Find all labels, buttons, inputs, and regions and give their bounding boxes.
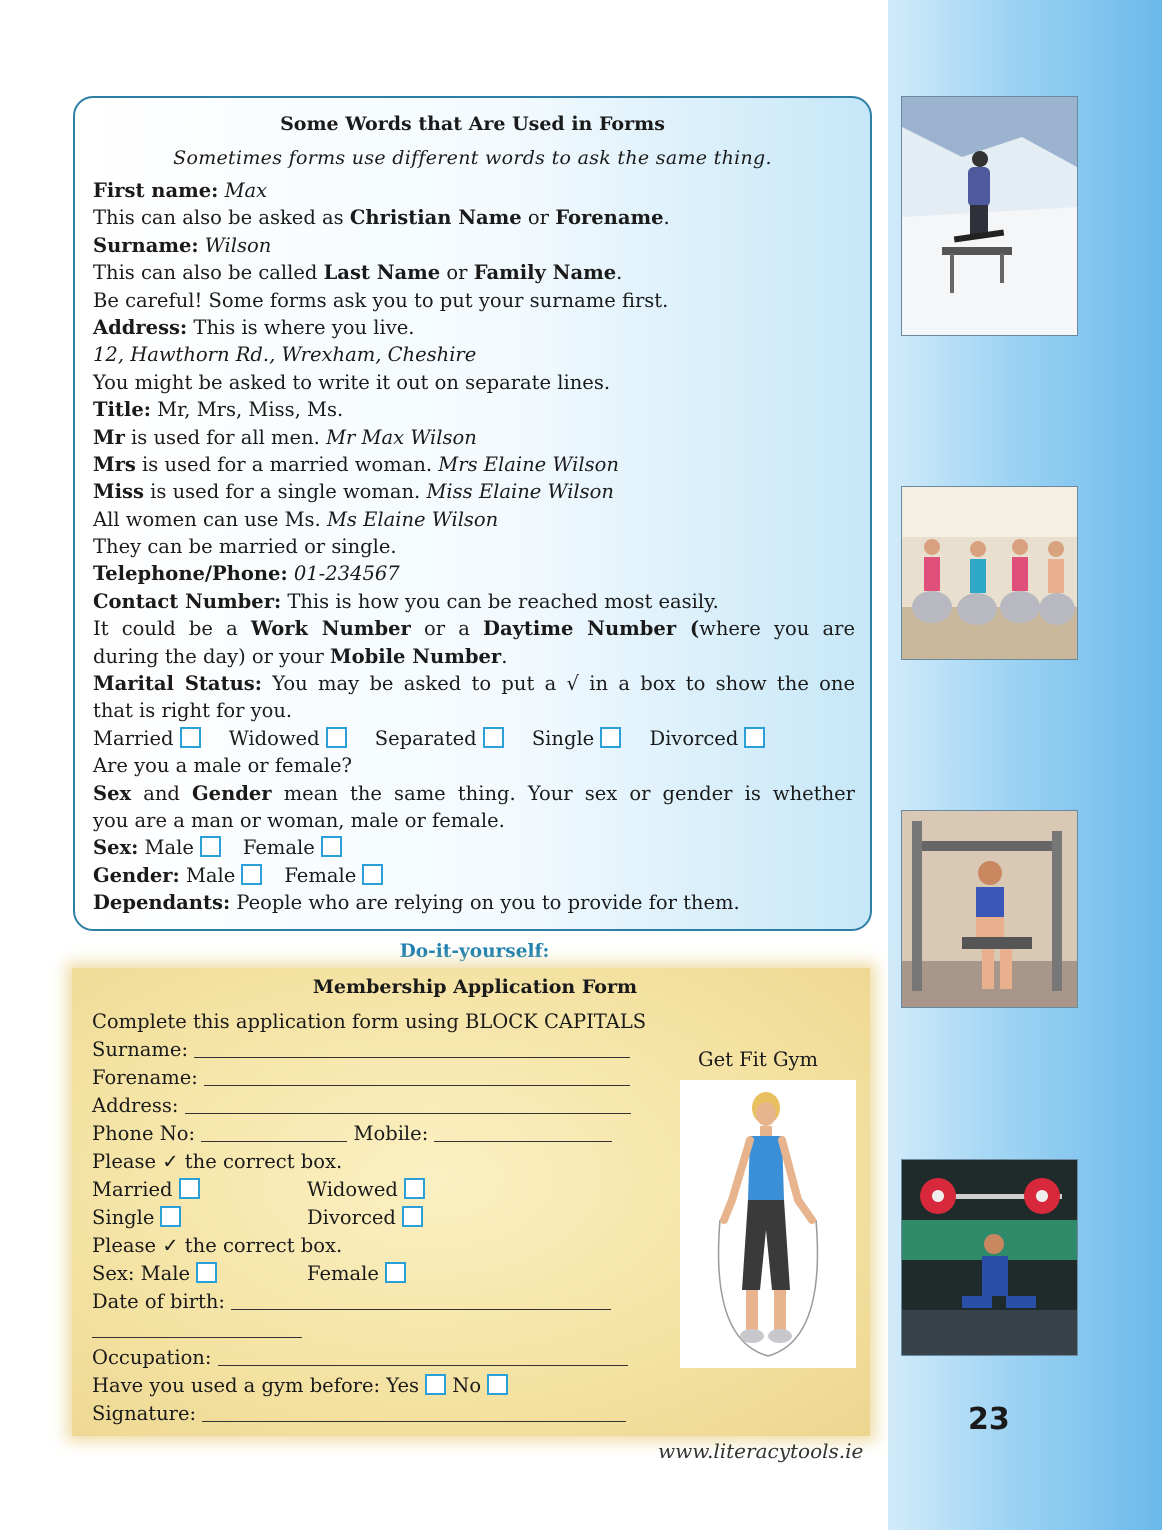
sex-line: Sex: Male Female <box>93 834 855 861</box>
surname-row: Surname: <box>92 1036 652 1064</box>
marital-options <box>93 725 855 752</box>
dependants-line: Dependants: People who are relying on you to provide for them. <box>93 891 740 915</box>
website-url[interactable]: www.literacytools.ie <box>658 1439 864 1463</box>
sex-gender-note: you are a man or woman, male or female. <box>93 808 505 832</box>
form-single-checkbox[interactable] <box>160 1206 181 1227</box>
sex-female-checkbox[interactable] <box>321 836 342 857</box>
membership-form-paper <box>72 968 870 1436</box>
mr-line: Mr is used for all men. Mr Max Wilson <box>93 425 477 449</box>
form-instruction: Complete this application form using BLOCK CAPITALS <box>92 1010 647 1033</box>
please-tick-1: Please ✓ the correct box. <box>92 1150 343 1173</box>
contact-note-2: during the day) or your Mobile Number. <box>93 644 508 668</box>
married-widowed-row: Married Widowed <box>92 1176 652 1204</box>
address-line: Address: This is where you live. <box>93 315 415 339</box>
first-name-line: First name: Max <box>93 179 268 202</box>
form-male-checkbox[interactable] <box>196 1262 217 1283</box>
gender-line: Gender: Male Female <box>93 862 855 889</box>
option-separated-label: Separated <box>374 726 477 750</box>
gym-machine-photo <box>901 810 1078 1008</box>
diy-heading: Do-it-yourself: <box>399 941 550 962</box>
please-tick-2: Please ✓ the correct box. <box>92 1234 343 1257</box>
address-note: You might be asked to write it out on separate lines. <box>93 370 611 394</box>
contact-line: Contact Number: This is how you can be reached most easily. <box>93 589 719 613</box>
telephone-line: Telephone/Phone: 01-234567 <box>93 562 400 586</box>
signature-row: Signature: <box>92 1400 652 1428</box>
surname-line: Surname: Wilson <box>93 233 272 257</box>
forename-field[interactable] <box>204 1067 630 1086</box>
surname-field[interactable] <box>194 1039 630 1058</box>
option-widowed-label: Widowed <box>228 726 320 750</box>
forms-vocabulary-box <box>73 96 872 931</box>
gym-yes-checkbox[interactable] <box>425 1374 446 1395</box>
occupation-row: Occupation: <box>92 1344 652 1372</box>
occupation-field[interactable] <box>218 1347 628 1366</box>
address-example: 12, Hawthorn Rd., Wrexham, Cheshire <box>93 343 477 367</box>
skipping-woman-photo <box>680 1080 856 1368</box>
page-number: 23 <box>968 1402 1010 1437</box>
box-body <box>93 177 855 917</box>
sex-male-checkbox[interactable] <box>200 836 221 857</box>
dob-field[interactable] <box>231 1291 611 1310</box>
signature-field[interactable] <box>202 1403 626 1422</box>
form-divorced-checkbox[interactable] <box>402 1206 423 1227</box>
married-checkbox[interactable] <box>180 727 201 748</box>
gender-female-checkbox[interactable] <box>362 864 383 885</box>
gym-before-row: Have you used a gym before: Yes No <box>92 1372 652 1400</box>
sex-gender-line: Sex and Gender mean the same thing. Your sex or gender is whether <box>93 781 855 805</box>
first-name-note: This can also be asked as Christian Name or Forename. <box>93 206 670 230</box>
divorced-checkbox[interactable] <box>744 727 765 748</box>
phone-row: Phone No: Mobile: <box>92 1120 652 1148</box>
address-field[interactable] <box>185 1095 631 1114</box>
option-married-label: Married <box>93 726 174 750</box>
snowboarder-photo <box>901 96 1078 336</box>
marital-line: Marital Status: You may be asked to put a √ in a box to show the one <box>93 672 856 696</box>
surname-note: This can also be called Last Name or Family Name. <box>93 261 623 285</box>
option-divorced-label: Divorced <box>649 726 739 750</box>
miss-line: Miss is used for a single woman. Miss Elaine Wilson <box>93 480 614 504</box>
box-title: Some Words that Are Used in Forms <box>280 113 665 135</box>
ms-line: All women can use Ms. Ms Elaine Wilson <box>93 507 499 531</box>
dob-row: Date of birth: <box>92 1288 652 1316</box>
careful-note: Be careful! Some forms ask you to put your surname first. <box>93 288 669 312</box>
single-checkbox[interactable] <box>600 727 621 748</box>
forename-row: Forename: <box>92 1064 652 1092</box>
gym-no-checkbox[interactable] <box>487 1374 508 1395</box>
gender-male-checkbox[interactable] <box>241 864 262 885</box>
form-body <box>92 1008 652 1428</box>
ms-note: They can be married or single. <box>93 535 397 559</box>
dob-field-continued[interactable] <box>92 1319 302 1338</box>
male-female-question: Are you a male or female? <box>93 754 352 778</box>
widowed-checkbox[interactable] <box>326 727 347 748</box>
dob-row-continued <box>92 1316 652 1344</box>
form-widowed-checkbox[interactable] <box>404 1178 425 1199</box>
contact-note-1: It could be a Work Number or a Daytime Number (where you are <box>93 617 855 641</box>
mrs-line: Mrs is used for a married woman. Mrs Elaine Wilson <box>93 452 619 476</box>
fitness-class-photo <box>901 486 1078 660</box>
box-subtitle: Sometimes forms use different words to ask the same thing. <box>173 147 772 169</box>
form-title: Membership Application Form <box>312 976 638 998</box>
option-single-label: Single <box>531 726 595 750</box>
weightlifter-photo <box>901 1159 1078 1356</box>
mobile-field[interactable] <box>434 1123 612 1142</box>
form-female-checkbox[interactable] <box>385 1262 406 1283</box>
phone-field[interactable] <box>201 1123 347 1142</box>
sex-row: Sex: Male Female <box>92 1260 652 1288</box>
single-divorced-row: Single Divorced <box>92 1204 652 1232</box>
gym-name: Get Fit Gym <box>698 1048 819 1071</box>
address-row: Address: <box>92 1092 652 1120</box>
title-line: Title: Mr, Mrs, Miss, Ms. <box>93 398 344 422</box>
separated-checkbox[interactable] <box>483 727 504 748</box>
form-married-checkbox[interactable] <box>179 1178 200 1199</box>
marital-note: that is right for you. <box>93 699 293 723</box>
